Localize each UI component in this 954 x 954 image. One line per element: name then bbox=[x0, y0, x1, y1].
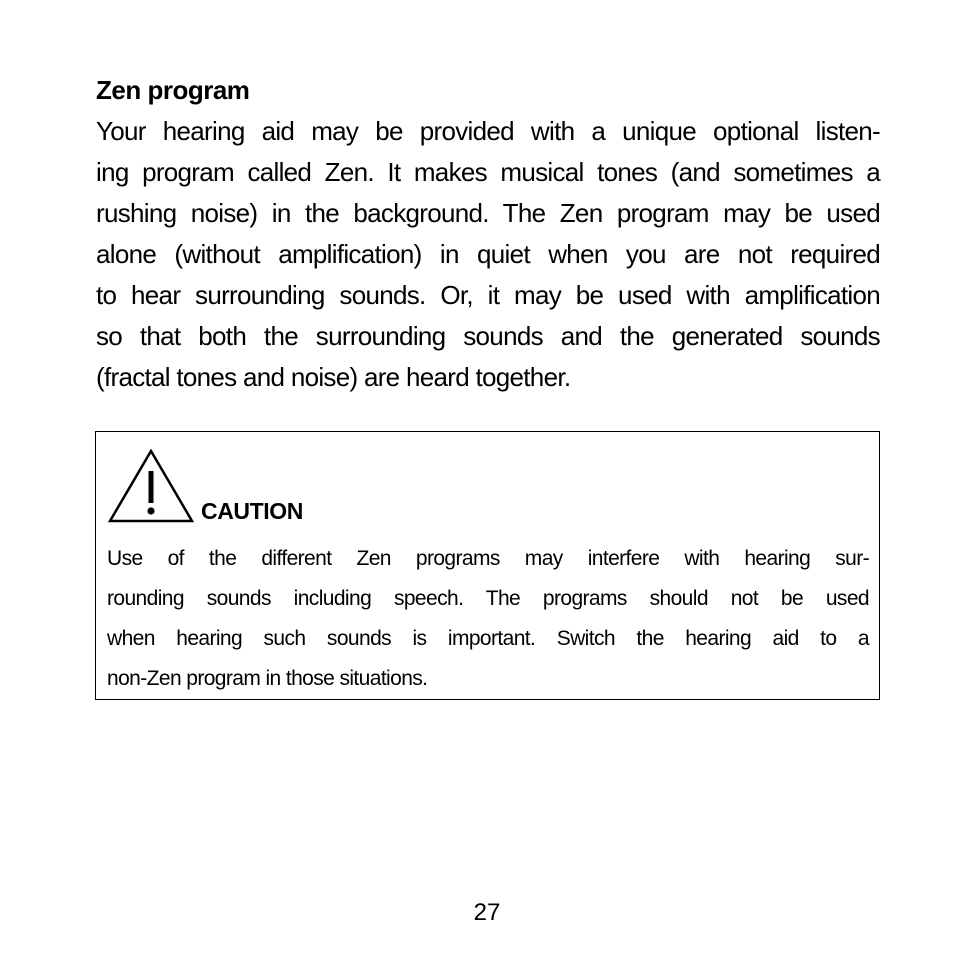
caution-box bbox=[95, 431, 880, 700]
body-line: alone (without amplification) in quiet when you are not required bbox=[96, 239, 880, 269]
caution-line: when hearing such sounds is important. Switch the hearing aid to a bbox=[107, 627, 869, 650]
page-number: 27 bbox=[473, 899, 501, 926]
body-line: to hear surrounding sounds. Or, it may be used with amplification bbox=[96, 280, 880, 310]
section-body bbox=[96, 111, 880, 398]
caution-text bbox=[107, 539, 869, 699]
section-heading: Zen program bbox=[96, 75, 250, 105]
body-line: so that both the surrounding sounds and the generated sounds bbox=[96, 321, 880, 351]
body-line: rushing noise) in the background. The Zen program may be used bbox=[96, 198, 880, 228]
caution-label: CAUTION bbox=[201, 498, 303, 524]
body-line: (fractal tones and noise) are heard together. bbox=[96, 362, 571, 392]
caution-line: non-Zen program in those situations. bbox=[107, 667, 428, 690]
warning-triangle-icon bbox=[108, 449, 194, 523]
body-line: Your hearing aid may be provided with a unique optional listen- bbox=[96, 116, 880, 146]
caution-line: Use of the different Zen programs may interfere with hearing sur- bbox=[107, 547, 869, 570]
body-line: ing program called Zen. It makes musical tones (and sometimes a bbox=[96, 157, 880, 187]
caution-line: rounding sounds including speech. The programs should not be used bbox=[107, 587, 869, 610]
